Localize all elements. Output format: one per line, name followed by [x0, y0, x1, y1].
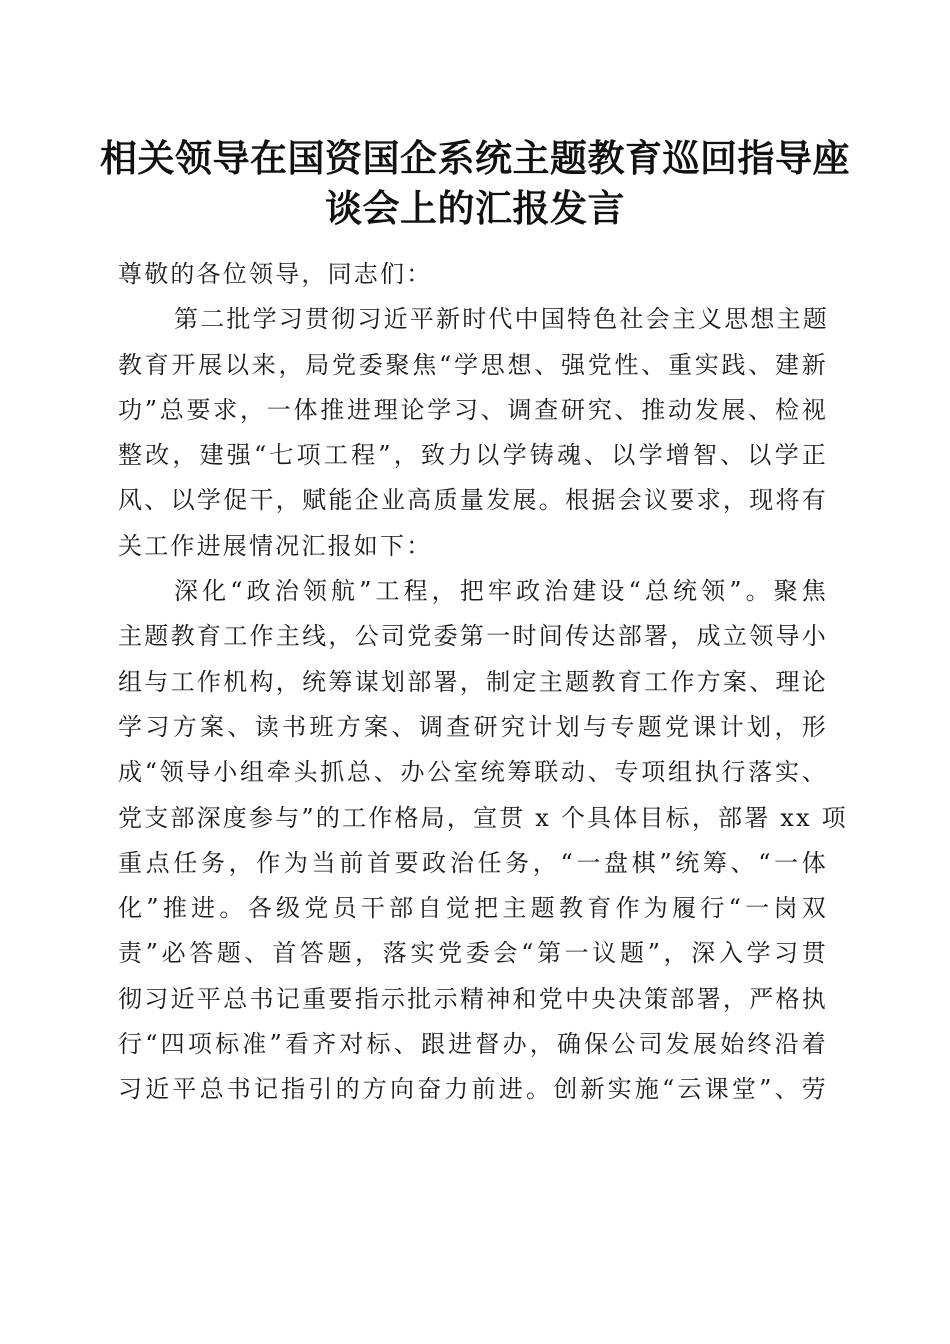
- paragraph-2-line: 组与工作机构，统筹谋划部署，制定主题教育工作方案、理论: [118, 667, 828, 696]
- paragraph-2-line: 深化“政治领航”工程，把牢政治建设“总统领”。聚焦: [174, 577, 828, 606]
- paragraph-2-line: 党支部深度参与”的工作格局，宣贯 x 个具体目标，部署 xx 项: [118, 803, 848, 832]
- document-body: [118, 252, 848, 1113]
- title-line-2: 谈会上的汇报发言: [325, 186, 625, 230]
- paragraph-2-line: 责”必答题、首答题，落实党委会“第一议题”，深入学习贯: [118, 939, 828, 968]
- paragraph-2-line: 化”推进。各级党员干部自觉把主题教育作为履行“一岗双: [118, 894, 828, 923]
- paragraph-2-line: 彻习近平总书记重要指示批示精神和党中央决策部署，严格执: [118, 984, 828, 1013]
- document-title: [100, 133, 850, 233]
- paragraph-1-line: 风、以学促干，赋能企业高质量发展。根据会议要求，现将有: [118, 486, 828, 515]
- paragraph-1-line: 教育开展以来，局党委聚焦“学思想、强党性、重实践、建新: [118, 350, 828, 379]
- paragraph-1-line: 整改，建强“七项工程”，致力以学铸魂、以学增智、以学正: [118, 441, 828, 470]
- paragraph-2-line: 习近平总书记指引的方向奋力前进。创新实施“云课堂”、劳: [118, 1075, 828, 1104]
- paragraph-2-line: 学习方案、读书班方案、调查研究计划与专题党课计划，形: [118, 712, 828, 741]
- paragraph-2: [118, 569, 848, 1113]
- paragraph-2-line: 重点任务，作为当前首要政治任务，“一盘棋”统筹、“一体: [118, 848, 828, 877]
- paragraph-2-line: 行“四项标准”看齐对标、跟进督办，确保公司发展始终沿着: [118, 1030, 828, 1059]
- paragraph-1: [118, 297, 828, 569]
- title-line-1: 相关领导在国资国企系统主题教育巡回指导座: [100, 136, 850, 180]
- salutation: 尊敬的各位领导，同志们：: [118, 260, 433, 288]
- paragraph-2-line: 成“领导小组牵头抓总、办公室统筹联动、专项组执行落实、: [118, 758, 828, 787]
- paragraph-2-line: 主题教育工作主线，公司党委第一时间传达部署，成立领导小: [118, 622, 828, 651]
- paragraph-1-line: 关工作进展情况汇报如下：: [118, 531, 433, 560]
- paragraph-1-line: 第二批学习贯彻习近平新时代中国特色社会主义思想主题: [174, 305, 829, 334]
- paragraph-1-line: 功”总要求，一体推进理论学习、调查研究、推动发展、检视: [118, 395, 828, 424]
